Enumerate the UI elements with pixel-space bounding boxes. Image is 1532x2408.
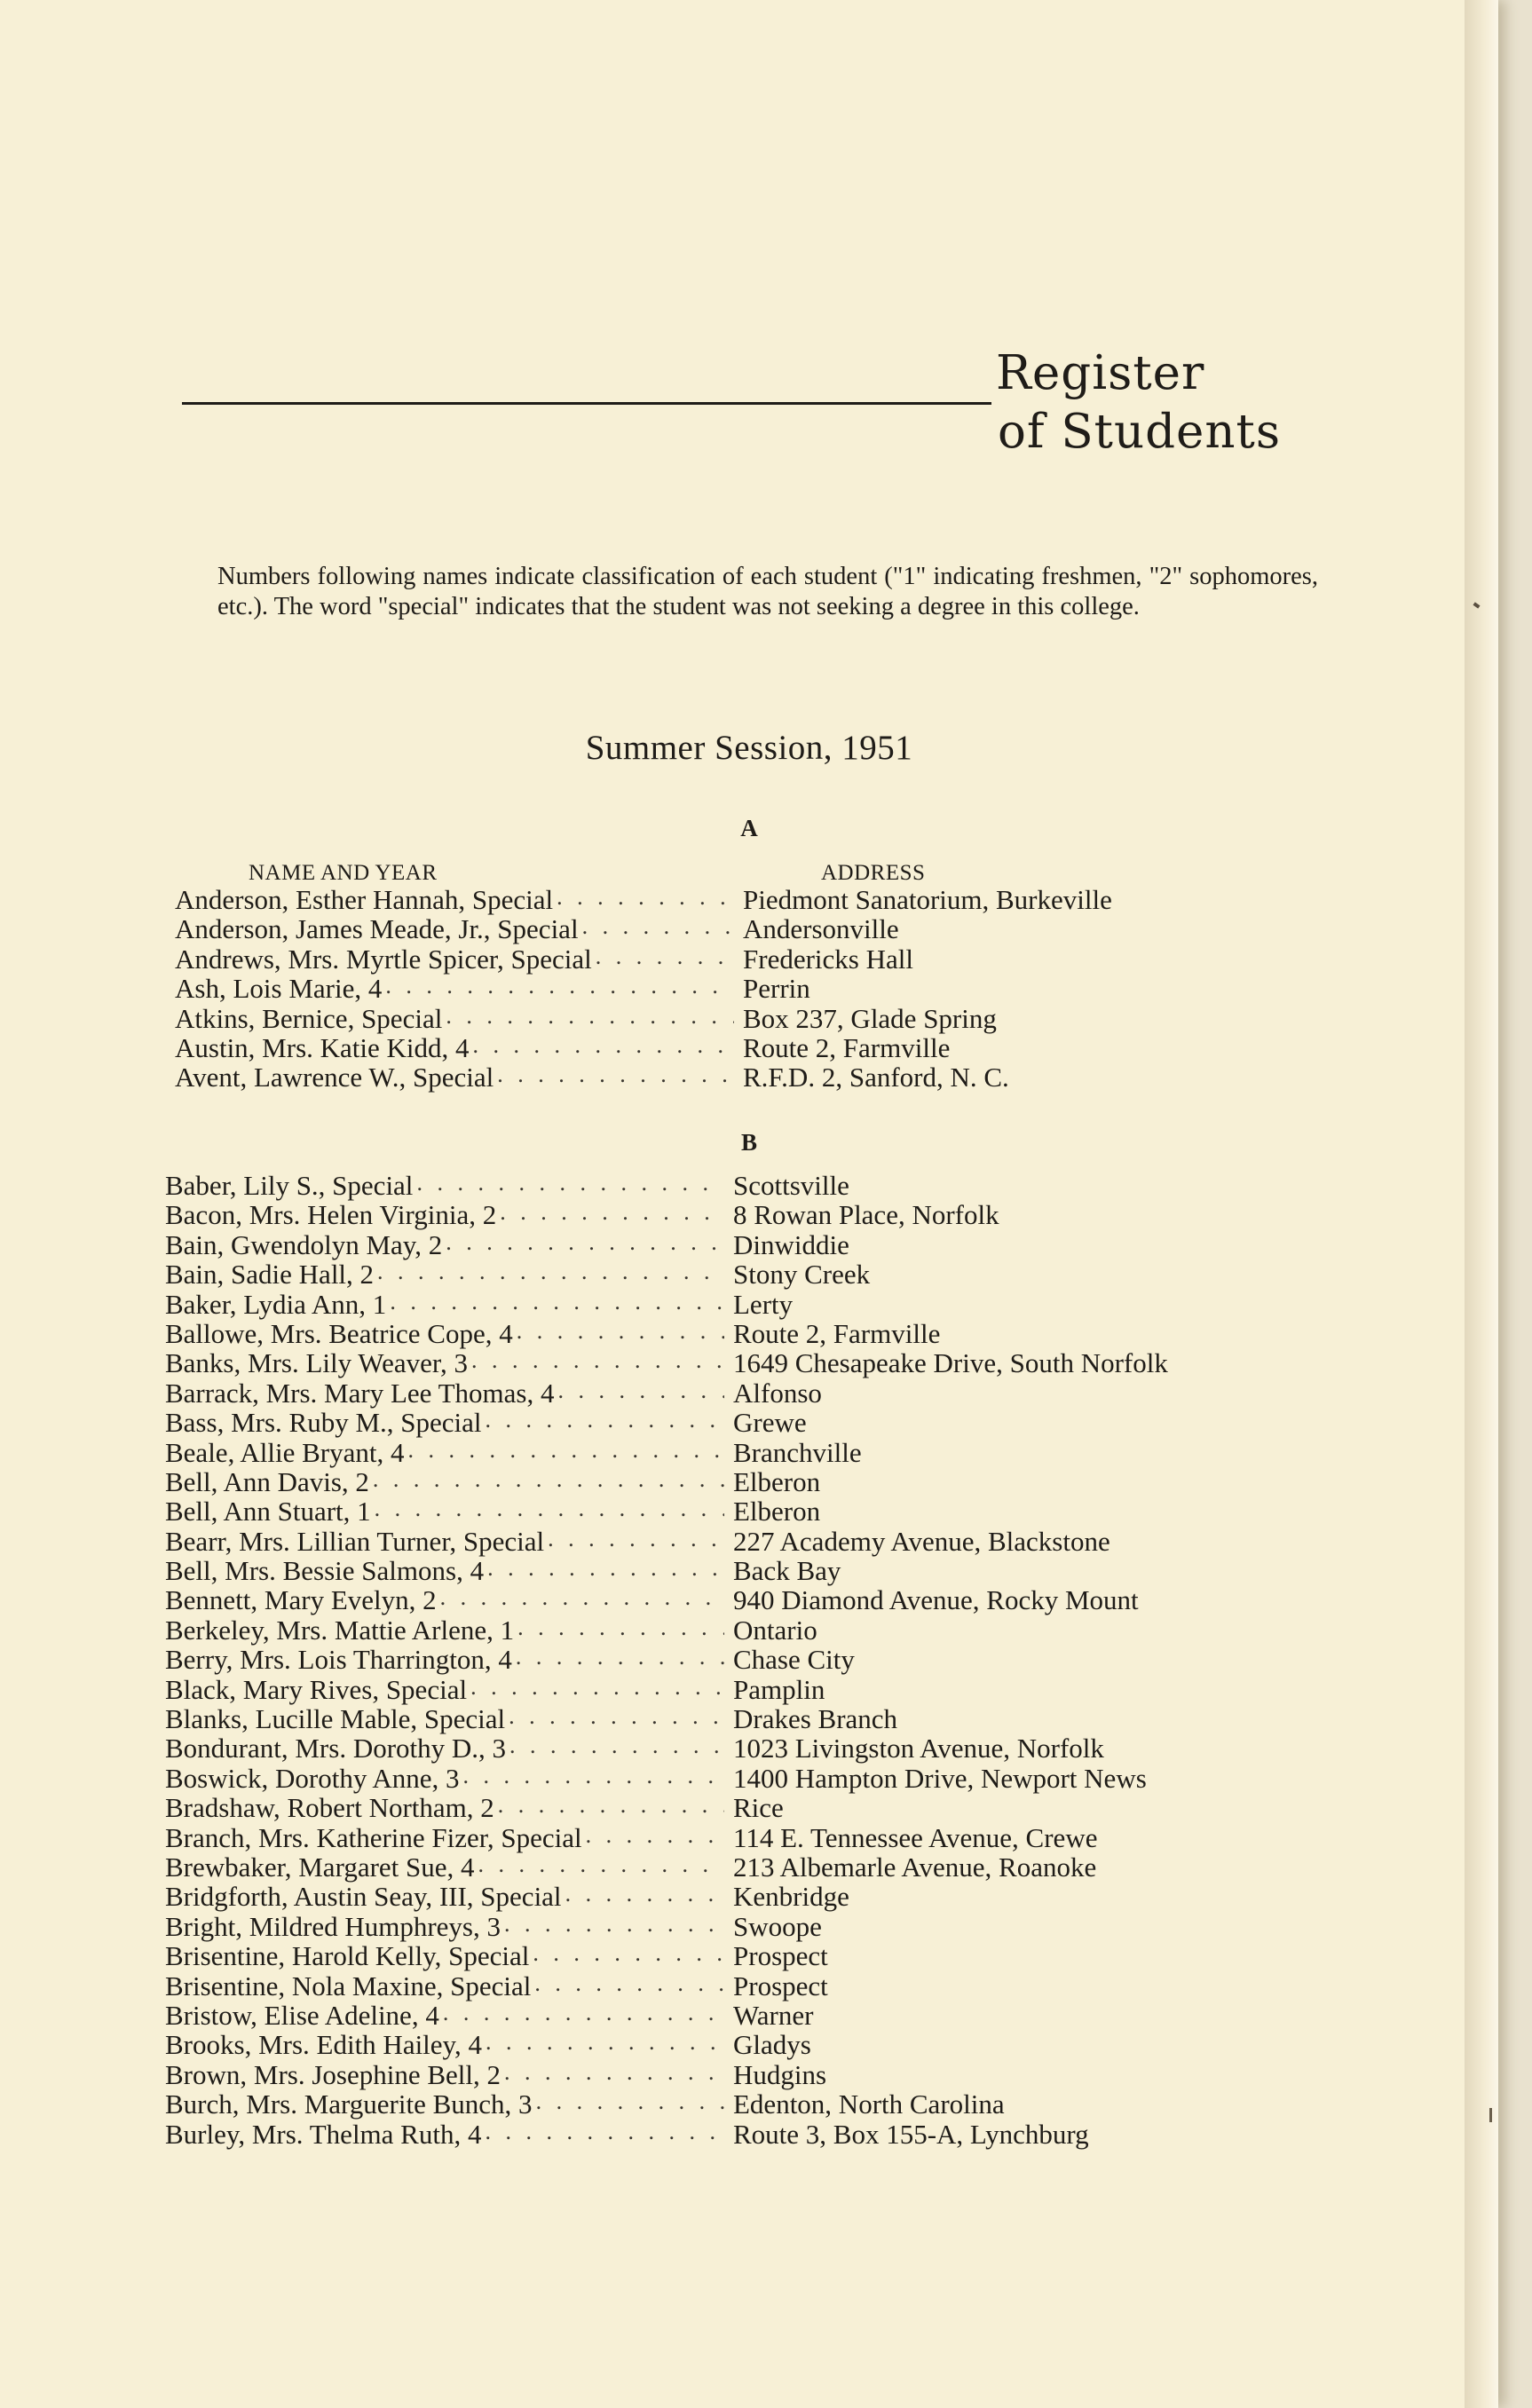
dot-leader — [586, 1822, 724, 1854]
dot-leader — [440, 1584, 724, 1616]
student-name-year: Baker, Lydia Ann, 1 — [165, 1288, 387, 1320]
student-address: Prospect — [733, 1940, 828, 1972]
student-name-year: Burley, Mrs. Thelma Ruth, 4 — [165, 2118, 482, 2150]
dot-leader — [557, 1378, 724, 1409]
student-address: Fredericks Hall — [743, 943, 913, 975]
dot-leader — [485, 2119, 724, 2151]
student-entry — [165, 2059, 1168, 2088]
dot-leader — [596, 943, 734, 975]
student-entry — [175, 943, 1112, 973]
student-entry — [165, 2088, 1168, 2118]
student-name-year: Brooks, Mrs. Edith Hailey, 4 — [165, 2029, 483, 2061]
student-entry — [165, 1437, 1168, 1466]
student-address: Box 237, Glade Spring — [743, 1002, 997, 1034]
student-address: Drakes Branch — [733, 1703, 898, 1735]
student-name-year: Baber, Lily S., Special — [165, 1170, 414, 1201]
dot-leader — [517, 1318, 724, 1350]
student-address: 114 E. Tennessee Avenue, Crewe — [733, 1821, 1098, 1853]
dot-leader — [536, 2088, 724, 2120]
student-address: Alfonso — [733, 1377, 822, 1409]
name-cell — [165, 1378, 724, 1409]
student-name-year: Bondurant, Mrs. Dorothy D., 3 — [165, 1733, 507, 1765]
student-address: 227 Academy Avenue, Blackstone — [733, 1525, 1110, 1557]
dot-leader — [407, 1437, 724, 1469]
dot-leader — [534, 1970, 724, 2002]
student-name-year: Black, Mary Rives, Special — [165, 1673, 468, 1705]
student-entry — [165, 2119, 1168, 2148]
intro-paragraph: Numbers following names indicate classification of each student ("1" indicating freshmen, "2" sophomores, etc.). The word "special" indicates that the student was not seeking a degree in this college. — [217, 563, 1318, 620]
dot-leader — [509, 1733, 724, 1765]
student-name-year: Branch, Mrs. Katherine Fizer, Special — [165, 1821, 582, 1853]
entries-section-a — [175, 884, 1112, 1092]
student-address: Kenbridge — [733, 1881, 849, 1913]
section-letter-a: A — [740, 815, 758, 841]
name-cell — [165, 2059, 724, 2091]
name-cell — [175, 884, 734, 916]
student-entry — [175, 973, 1112, 1005]
dot-leader — [498, 1792, 724, 1824]
dot-leader — [385, 973, 734, 1005]
dot-leader — [557, 884, 734, 916]
student-name-year: Bacon, Mrs. Helen Virginia, 2 — [165, 1199, 497, 1231]
dot-leader — [517, 1615, 724, 1646]
name-cell — [175, 1062, 734, 1093]
student-address: Andersonville — [743, 913, 899, 945]
student-entry — [175, 1032, 1112, 1062]
dot-leader — [443, 2000, 724, 2032]
student-name-year: Ballowe, Mrs. Beatrice Cope, 4 — [165, 1317, 513, 1349]
dot-leader — [473, 1032, 734, 1064]
student-address: Chase City — [733, 1644, 855, 1676]
heading-line-1: Register — [996, 346, 1205, 400]
dot-leader — [486, 1407, 725, 1439]
student-address: Route 2, Farmville — [733, 1317, 941, 1349]
student-entry — [165, 1911, 1168, 1940]
student-name-year: Berry, Mrs. Lois Tharrington, 4 — [165, 1644, 512, 1676]
student-address: 213 Albemarle Avenue, Roanoke — [733, 1851, 1097, 1883]
name-cell — [175, 913, 734, 945]
dot-leader — [500, 1199, 724, 1231]
student-name-year: Bearr, Mrs. Lillian Turner, Special — [165, 1525, 545, 1557]
dot-leader — [416, 1170, 724, 1202]
name-cell — [165, 1199, 724, 1231]
student-entry — [165, 1496, 1168, 1528]
student-entry — [165, 1347, 1168, 1377]
student-address: 8 Rowan Place, Norfolk — [733, 1199, 999, 1231]
student-address: Route 2, Farmville — [743, 1031, 951, 1063]
dot-leader — [471, 1347, 724, 1379]
student-address: Edenton, North Carolina — [733, 2088, 1005, 2120]
student-entry — [165, 2000, 1168, 2029]
student-entry — [175, 1062, 1112, 1091]
name-cell — [165, 1466, 724, 1498]
student-entry — [165, 1318, 1168, 1347]
student-entry — [165, 1733, 1168, 1765]
student-name-year: Bell, Ann Stuart, 1 — [165, 1496, 371, 1528]
dot-leader — [504, 1911, 724, 1943]
student-entry — [165, 1170, 1168, 1199]
name-cell — [165, 1615, 724, 1646]
student-entry — [165, 1555, 1168, 1587]
student-entry — [165, 1822, 1168, 1851]
name-cell — [175, 1032, 734, 1064]
name-cell — [165, 1792, 724, 1824]
name-cell — [165, 1496, 724, 1528]
section-letter-b: B — [740, 1129, 757, 1156]
student-name-year: Bristow, Elise Adeline, 4 — [165, 1999, 439, 2031]
page-edge-shadow — [1465, 0, 1498, 2408]
name-cell — [165, 1822, 724, 1854]
student-address: 940 Diamond Avenue, Rocky Mount — [733, 1584, 1139, 1616]
dot-leader — [516, 1644, 724, 1676]
name-cell — [165, 2029, 724, 2061]
student-entry — [175, 884, 1112, 913]
student-entry — [165, 1703, 1168, 1733]
student-name-year: Bell, Mrs. Bessie Salmons, 4 — [165, 1555, 485, 1587]
student-entry — [165, 1229, 1168, 1259]
student-entry — [165, 1644, 1168, 1676]
name-cell — [175, 1003, 734, 1035]
student-entry — [165, 1259, 1168, 1291]
student-address: Scottsville — [733, 1170, 849, 1201]
dot-leader — [446, 1229, 724, 1261]
student-address: Hudgins — [733, 2058, 827, 2090]
student-entry — [165, 2029, 1168, 2061]
name-cell — [165, 1881, 724, 1913]
dot-leader — [548, 1526, 724, 1558]
student-address: 1649 Chesapeake Drive, South Norfolk — [733, 1347, 1168, 1379]
student-name-year: Bell, Ann Davis, 2 — [165, 1465, 369, 1497]
student-name-year: Bass, Mrs. Ruby M., Special — [165, 1407, 482, 1439]
student-name-year: Brisentine, Harold Kelly, Special — [165, 1940, 530, 1972]
student-entry — [165, 1940, 1168, 1970]
student-address: Pamplin — [733, 1673, 825, 1705]
student-name-year: Bradshaw, Robert Northam, 2 — [165, 1792, 494, 1824]
student-entry — [165, 1289, 1168, 1318]
paper-speck — [1489, 2108, 1492, 2122]
student-entry — [165, 1199, 1168, 1231]
dot-leader — [486, 2029, 724, 2061]
student-name-year: Burch, Mrs. Marguerite Bunch, 3 — [165, 2088, 533, 2120]
student-address: Warner — [733, 1999, 814, 2031]
student-name-year: Atkins, Bernice, Special — [175, 1002, 443, 1034]
name-cell — [165, 1229, 724, 1261]
student-name-year: Bain, Gwendolyn May, 2 — [165, 1228, 443, 1260]
name-cell — [165, 1347, 724, 1379]
student-address: Dinwiddie — [733, 1228, 849, 1260]
dot-leader — [504, 2059, 724, 2091]
dot-leader — [446, 1003, 734, 1035]
student-address: Elberon — [733, 1465, 821, 1497]
name-cell — [175, 973, 734, 1005]
name-cell — [165, 1555, 724, 1587]
student-entry — [165, 1674, 1168, 1703]
dot-leader — [470, 1674, 724, 1706]
dot-leader — [509, 1703, 724, 1735]
student-name-year: Bennett, Mary Evelyn, 2 — [165, 1584, 437, 1616]
name-cell — [165, 1170, 724, 1202]
student-entry — [165, 1881, 1168, 1913]
name-cell — [165, 1259, 724, 1291]
name-cell — [165, 1644, 724, 1676]
name-cell — [165, 1763, 724, 1795]
student-entry — [165, 1378, 1168, 1407]
heading-line-2: of Students — [998, 405, 1282, 459]
session-title: Summer Session, 1951 — [585, 729, 913, 767]
name-cell — [165, 1526, 724, 1558]
student-entry — [165, 1407, 1168, 1439]
student-name-year: Barrack, Mrs. Mary Lee Thomas, 4 — [165, 1377, 555, 1409]
student-address: 1400 Hampton Drive, Newport News — [733, 1762, 1147, 1794]
student-name-year: Austin, Mrs. Katie Kidd, 4 — [175, 1031, 470, 1063]
dot-leader — [373, 1466, 724, 1498]
name-cell — [165, 1437, 724, 1469]
student-address: Grewe — [733, 1407, 807, 1439]
dot-leader — [390, 1289, 724, 1321]
name-cell — [165, 1970, 724, 2002]
entries-section-b — [165, 1170, 1168, 2148]
student-name-year: Brisentine, Nola Maxine, Special — [165, 1970, 532, 2001]
heading-rule — [182, 402, 991, 405]
student-address: Route 3, Box 155-A, Lynchburg — [733, 2118, 1089, 2150]
dot-leader — [487, 1555, 724, 1587]
student-name-year: Boswick, Dorothy Anne, 3 — [165, 1762, 460, 1794]
name-cell — [165, 1289, 724, 1321]
student-address: R.F.D. 2, Sanford, N. C. — [743, 1062, 1009, 1093]
student-name-year: Bain, Sadie Hall, 2 — [165, 1259, 375, 1291]
student-address: Piedmont Sanatorium, Burkeville — [743, 884, 1112, 915]
student-name-year: Banks, Mrs. Lily Weaver, 3 — [165, 1347, 468, 1379]
dot-leader — [565, 1881, 724, 1913]
student-address: Gladys — [733, 2029, 811, 2061]
student-entry — [165, 1763, 1168, 1792]
student-name-year: Berkeley, Mrs. Mattie Arlene, 1 — [165, 1614, 515, 1646]
student-name-year: Brewbaker, Margaret Sue, 4 — [165, 1851, 475, 1883]
student-entry — [165, 1615, 1168, 1644]
student-address: Elberon — [733, 1496, 821, 1528]
name-cell — [175, 943, 734, 975]
student-name-year: Avent, Lawrence W., Special — [175, 1062, 494, 1093]
name-cell — [165, 1940, 724, 1972]
student-address: Back Bay — [733, 1555, 841, 1587]
student-address: 1023 Livingston Avenue, Norfolk — [733, 1733, 1104, 1765]
student-entry — [165, 1792, 1168, 1824]
name-cell — [165, 1318, 724, 1350]
name-cell — [165, 2000, 724, 2032]
dot-leader — [533, 1940, 724, 1972]
name-cell — [165, 2119, 724, 2151]
name-cell — [165, 1674, 724, 1706]
dot-leader — [582, 913, 734, 945]
student-entry — [165, 1970, 1168, 2000]
student-entry — [165, 1526, 1168, 1555]
student-address: Rice — [733, 1792, 784, 1824]
column-header-address: ADDRESS — [821, 861, 926, 885]
name-cell — [165, 2088, 724, 2120]
student-address: Stony Creek — [733, 1259, 871, 1291]
student-entry — [165, 1466, 1168, 1496]
student-name-year: Anderson, James Meade, Jr., Special — [175, 913, 579, 945]
name-cell — [165, 1851, 724, 1883]
student-address: Lerty — [733, 1288, 794, 1320]
name-cell — [165, 1733, 724, 1765]
student-address: Swoope — [733, 1910, 822, 1942]
student-address: Ontario — [733, 1614, 817, 1646]
dot-leader — [497, 1062, 734, 1093]
name-cell — [165, 1407, 724, 1439]
name-cell — [165, 1703, 724, 1735]
student-entry — [165, 1851, 1168, 1881]
student-address: Branchville — [733, 1436, 862, 1468]
student-name-year: Brown, Mrs. Josephine Bell, 2 — [165, 2058, 501, 2090]
name-cell — [165, 1584, 724, 1616]
student-entry — [175, 913, 1112, 943]
student-entry — [175, 1003, 1112, 1032]
student-entry — [165, 1584, 1168, 1614]
student-name-year: Andrews, Mrs. Myrtle Spicer, Special — [175, 943, 592, 975]
student-name-year: Bridgforth, Austin Seay, III, Special — [165, 1881, 562, 1913]
dot-leader — [463, 1763, 724, 1795]
column-header-name: NAME AND YEAR — [249, 861, 438, 885]
student-name-year: Anderson, Esther Hannah, Special — [175, 884, 554, 915]
dot-leader — [375, 1496, 724, 1528]
student-address: Perrin — [743, 973, 810, 1005]
page-heading — [996, 344, 1281, 462]
student-name-year: Ash, Lois Marie, 4 — [175, 973, 383, 1005]
dot-leader — [478, 1851, 724, 1883]
student-address: Prospect — [733, 1970, 828, 2001]
student-name-year: Beale, Allie Bryant, 4 — [165, 1436, 405, 1468]
student-name-year: Bright, Mildred Humphreys, 3 — [165, 1910, 501, 1942]
name-cell — [165, 1911, 724, 1943]
dot-leader — [377, 1259, 724, 1291]
student-name-year: Blanks, Lucille Mable, Special — [165, 1703, 506, 1735]
